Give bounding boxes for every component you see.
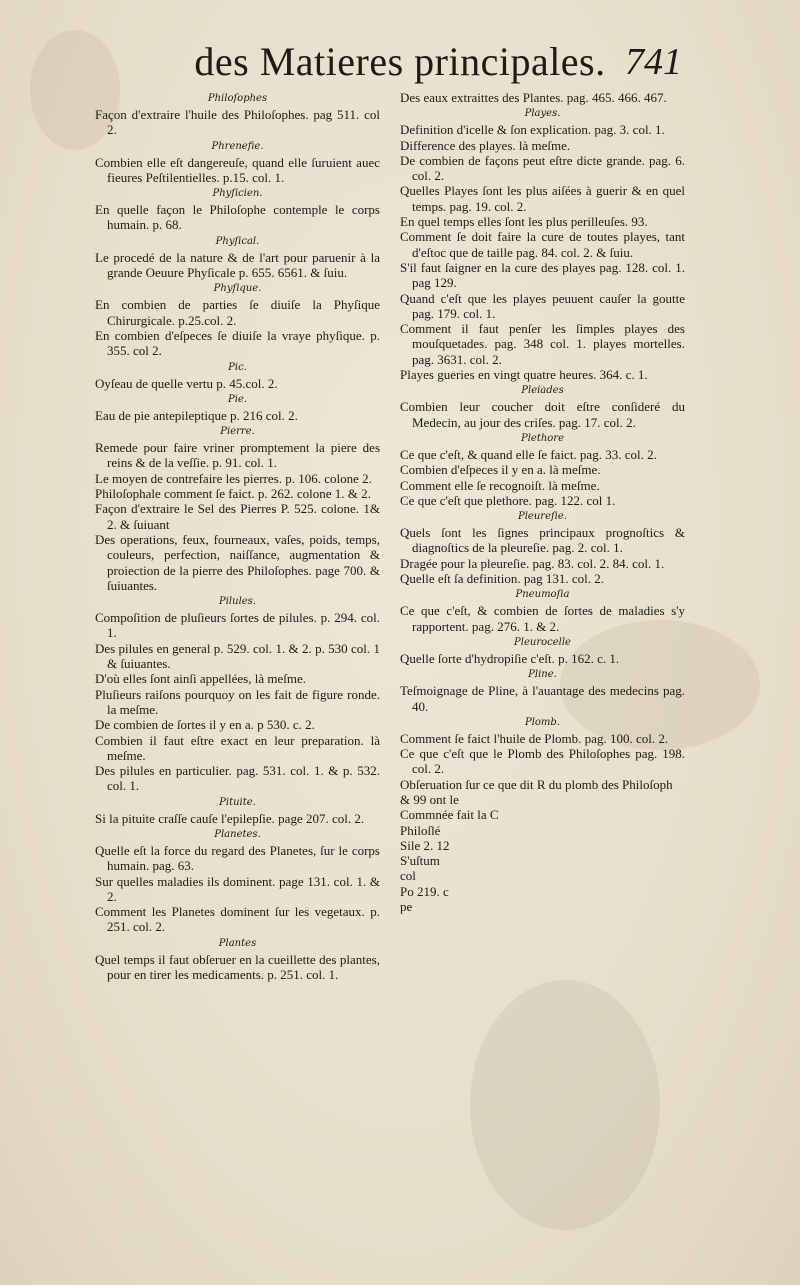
index-heading: Phrenefie. bbox=[211, 140, 264, 152]
index-heading: Phyſical. bbox=[215, 235, 260, 247]
index-entry: Des pilules en particulier. pag. 531. col. 1. & p. 532. col. 1. bbox=[95, 763, 380, 794]
index-heading: Playes. bbox=[524, 108, 561, 120]
index-entry: Comment ſe doit faire la cure de toutes playes, tant d'eſtoc que de taille pag. 84. col. 2. & ſuiu. bbox=[400, 229, 685, 260]
index-heading: Pic. bbox=[228, 361, 247, 373]
index-entry: Pluſieurs raiſons pourquoy on les fait de figure ronde. la meſme. bbox=[95, 686, 380, 717]
index-entry: col bbox=[400, 868, 416, 884]
index-entry: Des pilules en general p. 529. col. 1. & 2. p. 530 col. 1 & ſuiuantes. bbox=[95, 640, 380, 672]
page-header-title: des Matieres principales. bbox=[194, 39, 606, 84]
index-entry: En quelle façon le Philoſophe contemple le corps humain. p. 68. bbox=[95, 202, 380, 233]
index-heading: Pneumoſia bbox=[515, 589, 570, 601]
index-entry: S'uſtum bbox=[400, 853, 440, 869]
index-heading: Plantes bbox=[218, 937, 257, 949]
index-column-right bbox=[400, 90, 685, 914]
index-entry: Si la pituite craſſe cauſe l'epilepſie. page 207. col. 2. bbox=[95, 810, 365, 826]
index-heading: Pleurocelle bbox=[514, 636, 571, 648]
index-entry: Combien elle eſt dangereuſe, quand elle ſuruient auec fieures Peſtilentielles. p.15. col. 1. bbox=[95, 154, 380, 185]
index-entry: Difference des playes. là meſme. bbox=[400, 137, 571, 153]
index-heading: Plethore bbox=[520, 432, 565, 444]
index-entry: Comment elle ſe recognoiſt. là meſme. bbox=[400, 477, 600, 493]
index-entry: Quelle eſt la force du regard des Planetes, ſur le corps humain. pag. 63. bbox=[95, 842, 380, 874]
index-entry: Combien leur coucher doit eſtre conſideré du Medecin, au jour des criſes. pag. 17. col. 2. bbox=[400, 399, 685, 430]
index-heading: Phyſique. bbox=[213, 283, 262, 295]
index-entry: Le procedé de la nature & de l'art pour paruenir à la grande Oeuure Phyſicale p. 655. 6561. & ſuiu. bbox=[95, 249, 380, 281]
index-entry: Quel temps il faut obſeruer en la cueillette des plantes, pour en tirer les medicaments. p. 251. col. 1. bbox=[95, 951, 380, 983]
index-entry: En combien de parties ſe diuiſe la Phyſique Chirurgicale. p.25.col. 2. bbox=[95, 297, 380, 328]
index-entry: Sur quelles maladies ils dominent. page 131. col. 1. & 2. bbox=[95, 873, 380, 904]
index-entry: Quand c'eſt que les playes peuuent cauſer la goutte pag. 179. col. 1. bbox=[400, 290, 685, 321]
index-entry: Obſeruation ſur ce que dit R du plomb des Philoſoph bbox=[400, 776, 673, 792]
index-entry: Des eaux extraittes des Plantes. pag. 465. 466. 467. bbox=[400, 90, 667, 105]
index-column-left bbox=[95, 90, 380, 982]
index-entry: En combien d'eſpeces ſe diuiſe la vraye phyſique. p. 355. col 2. bbox=[95, 327, 380, 359]
index-heading: Philoſophes bbox=[207, 93, 268, 104]
index-entry: Sile 2. 12 bbox=[400, 837, 450, 853]
index-entry: Combien d'eſpeces il y en a. là meſme. bbox=[400, 462, 601, 478]
index-entry: & 99 ont le bbox=[400, 791, 459, 807]
index-entry: Definition d'icelle & ſon explication. pag. 3. col. 1. bbox=[400, 122, 665, 138]
index-entry: Ce que c'eſt que plethore. pag. 122. col 1. bbox=[400, 492, 616, 508]
page-number: 741 bbox=[625, 41, 682, 83]
index-heading: Plomb. bbox=[524, 716, 560, 728]
index-heading: Pline. bbox=[528, 669, 557, 681]
index-entry: D'où elles ſont ainſi appellées, là meſme. bbox=[95, 671, 307, 687]
index-entry: Eau de pie antepileptique p. 216 col. 2. bbox=[95, 407, 298, 423]
index-entry: Ce que c'eſt, & combien de ſortes de maladies s'y rapportent. pag. 276. 1. & 2. bbox=[400, 603, 685, 634]
index-entry: Teſmoignage de Pline, à l'auantage des medecins pag. 40. bbox=[400, 683, 685, 714]
index-heading: Phyſicien. bbox=[212, 188, 263, 200]
index-entry: Le moyen de contrefaire les pierres. p. 106. colone 2. bbox=[95, 470, 372, 486]
index-entry: Combien il faut eſtre exact en leur preparation. là meſme. bbox=[95, 732, 380, 763]
index-entry: Façon d'extraire l'huile des Philoſophes. pag 511. col 2. bbox=[95, 107, 380, 138]
index-entry: Des operations, feux, fourneaux, vaſes, poids, temps, couleurs, perfection, naiſſance, augmentation & proiection de la pierre des Philoſophes. page 700. & ſuiuantes. bbox=[95, 531, 380, 593]
index-heading: Planetes. bbox=[214, 828, 261, 840]
index-entry: Ce que c'eſt que le Plomb des Philoſophes pag. 198. col. 2. bbox=[400, 746, 685, 777]
index-entry: Playes gueries en vingt quatre heures. 364. c. 1. bbox=[400, 367, 648, 383]
index-heading: Pilules. bbox=[219, 596, 256, 608]
index-entry: De combien de façons peut eſtre dicte grande. pag. 6. col. 2. bbox=[400, 152, 685, 184]
index-entry: Commnée fait la C bbox=[400, 807, 499, 823]
index-entry: Façon d'extraire le Sel des Pierres P. 525. colone. 1& 2. & ſuiuant bbox=[95, 501, 380, 532]
index-heading: Pituite. bbox=[219, 796, 256, 808]
index-entry: Dragée pour la pleureſie. pag. 83. col. 2. 84. col. 1. bbox=[400, 555, 665, 571]
index-entry: En quel temps elles ſont les plus perilleuſes. 93. bbox=[400, 214, 648, 230]
index-entry: Philoſlé bbox=[400, 822, 441, 838]
index-heading: Pie. bbox=[227, 393, 248, 405]
index-heading: Pierre. bbox=[220, 426, 255, 438]
index-entry: Comment ſe faict l'huile de Plomb. pag. 100. col. 2. bbox=[400, 730, 669, 746]
index-entry: Quelle eſt ſa definition. pag 131. col. 2. bbox=[400, 571, 604, 587]
index-entry: Quelle ſorte d'hydropiſie c'eſt. p. 162. c. 1. bbox=[400, 650, 620, 666]
index-entry: Po 219. c bbox=[400, 883, 449, 899]
index-entry: Compoſition de pluſieurs ſortes de pilules. p. 294. col. 1. bbox=[95, 610, 380, 641]
index-entry: Oyſeau de quelle vertu p. 45.col. 2. bbox=[95, 375, 278, 391]
index-entry: Comment il faut penſer les ſimples playes des mouſquetades. pag. 348 col. 1. playes mortelles. pag. 3631. col. 2. bbox=[400, 321, 685, 367]
index-entry: S'il faut ſaigner en la cure des playes pag. 128. col. 1. pag 129. bbox=[400, 259, 685, 291]
index-entry: Ce que c'eſt, & quand elle ſe faict. pag. 33. col. 2. bbox=[400, 446, 657, 462]
index-entry: Remede pour faire vriner promptement la piere des reins & de la veſſie. p. 91. col. 1. bbox=[95, 440, 380, 471]
index-entry: Quels ſont les ſignes principaux prognoſtics & diagnoſtics de la pleureſie. pag. 2. col. 1. bbox=[400, 525, 685, 556]
index-entry: Philoſophale comment ſe faict. p. 262. colone 1. & 2. bbox=[95, 486, 371, 502]
index-heading: Pleureſie. bbox=[518, 511, 567, 523]
index-entry: Comment les Planetes dominent ſur les vegetaux. p. 251. col. 2. bbox=[95, 904, 380, 935]
index-heading: Pleiades bbox=[521, 385, 564, 397]
index-entry: pe bbox=[400, 899, 413, 915]
index-entry: Quelles Playes ſont les plus aiſées à guerir & en quel temps. pag. 19. col. 2. bbox=[400, 183, 685, 214]
index-entry: De combien de ſortes il y en a. p 530. c. 2. bbox=[95, 717, 315, 733]
